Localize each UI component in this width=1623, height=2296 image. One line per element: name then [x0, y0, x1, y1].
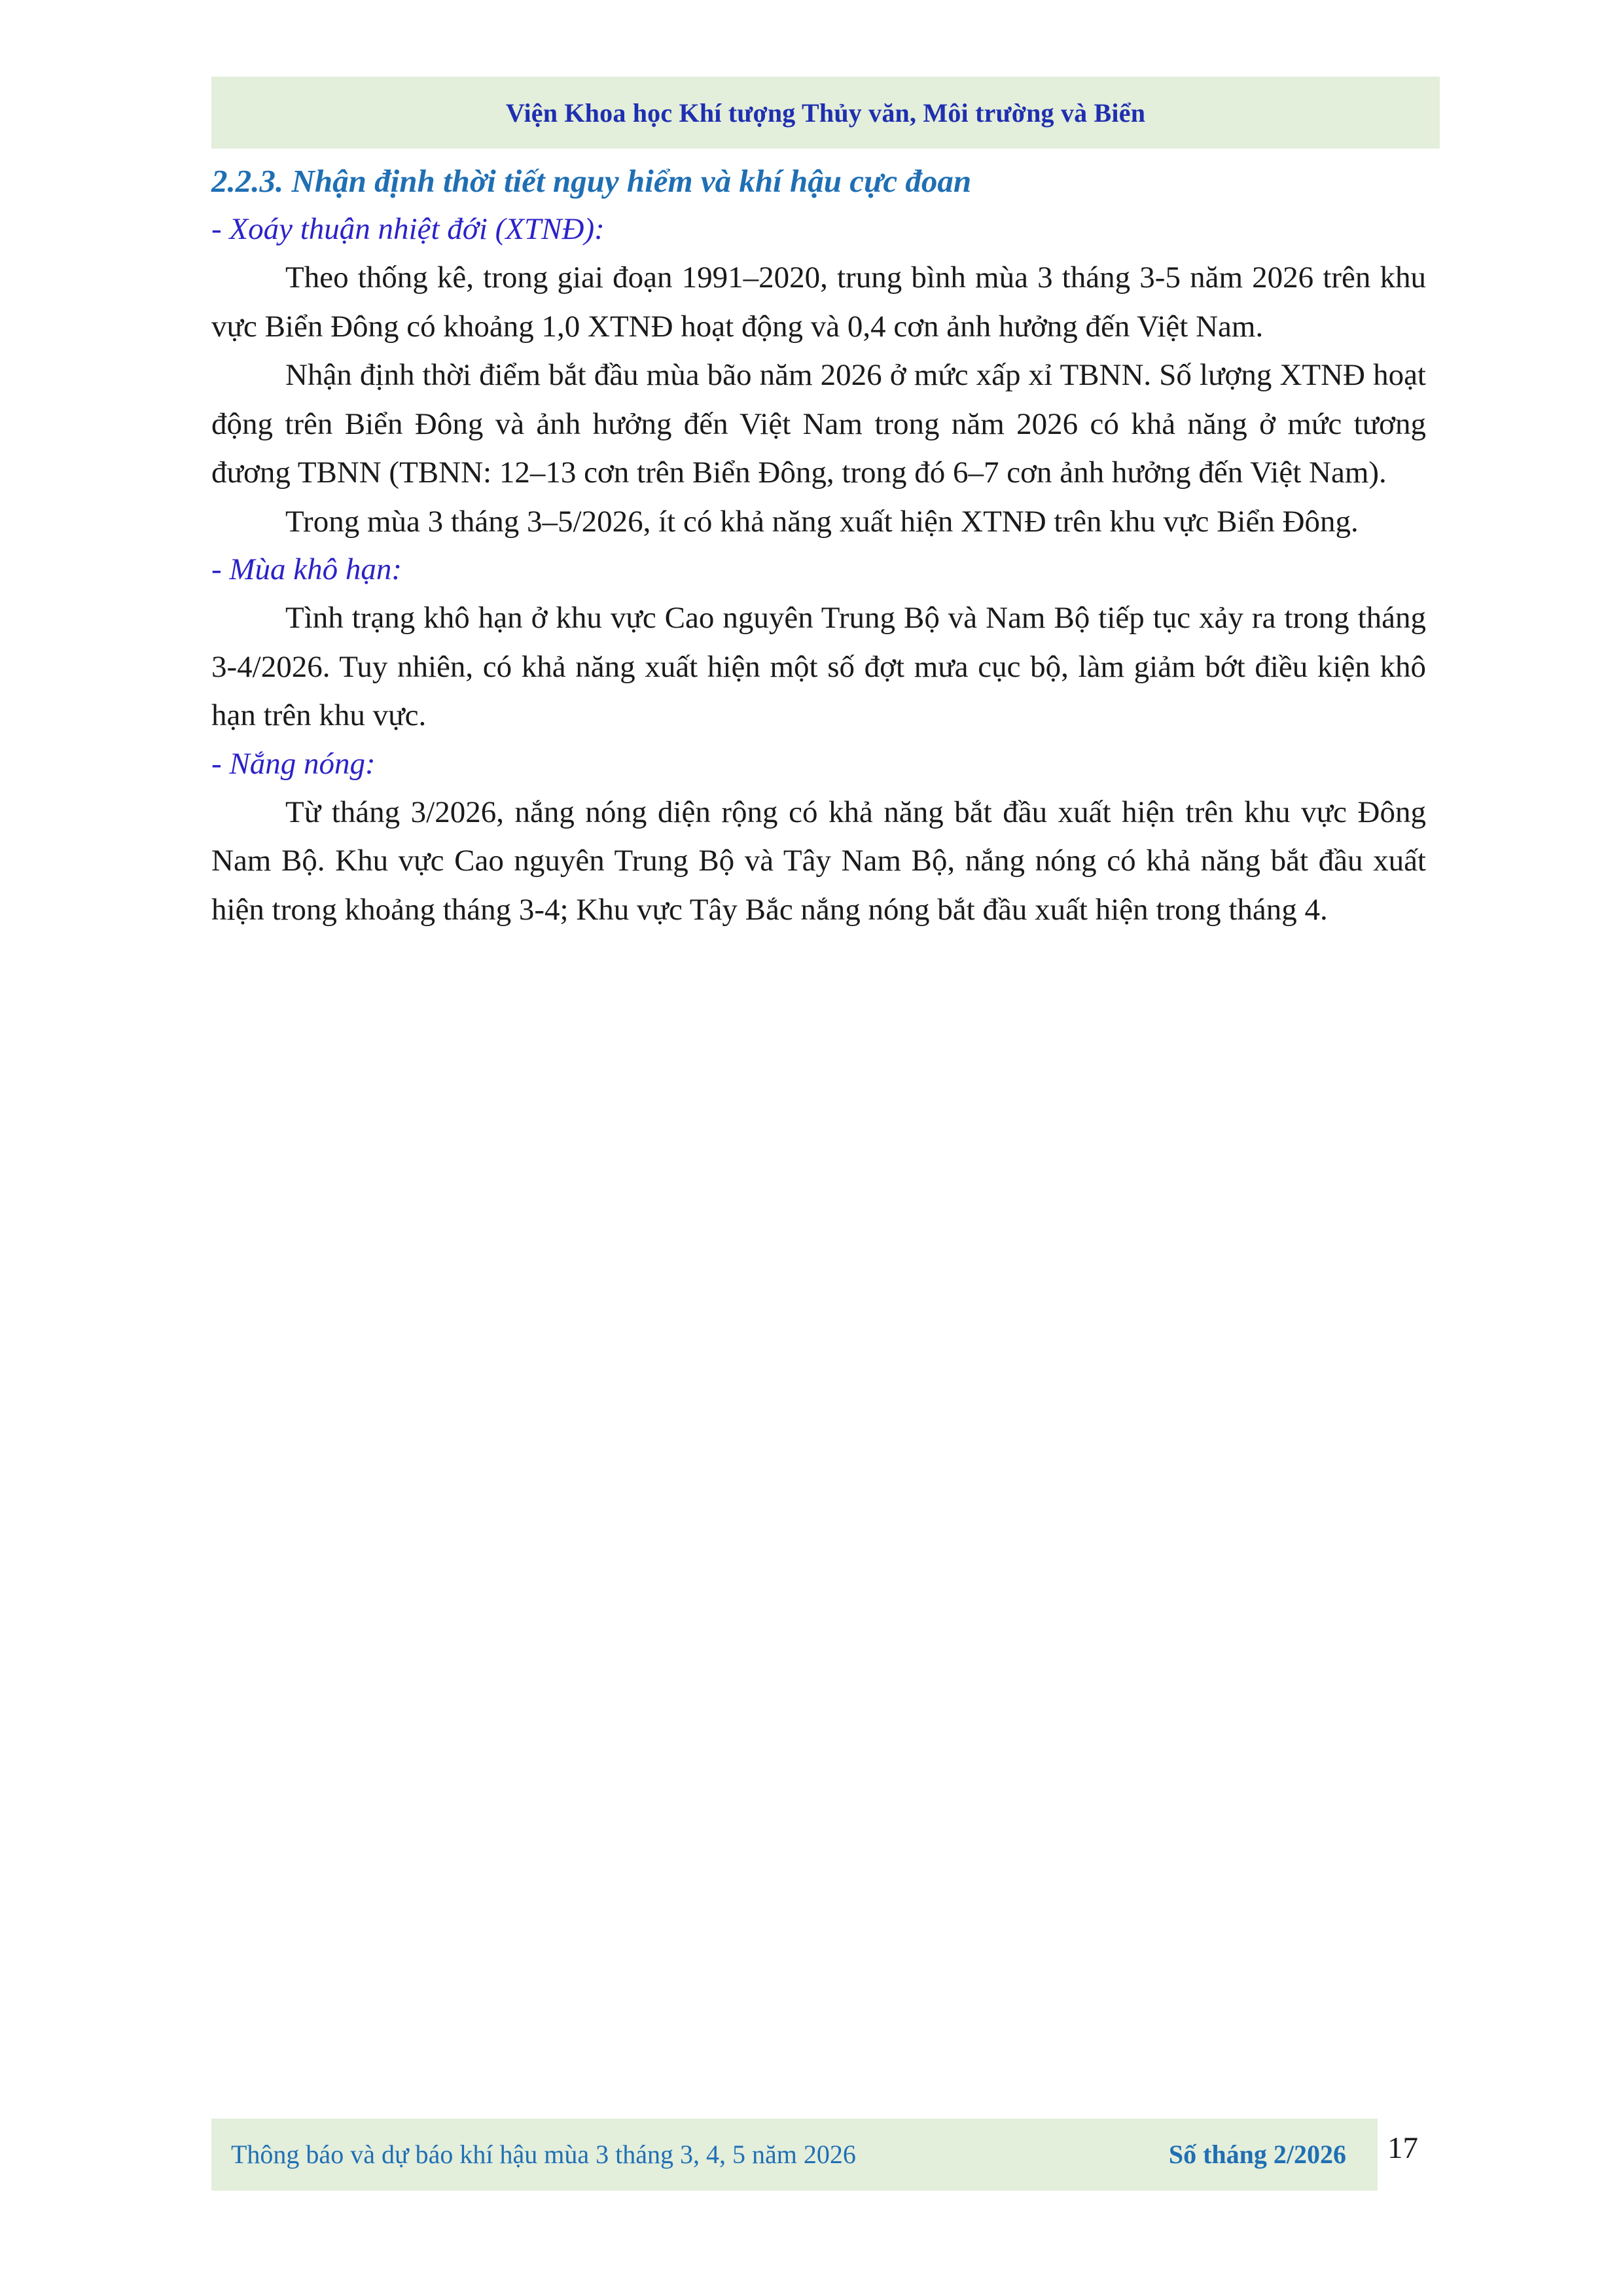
footer-publication-title: Thông báo và dự báo khí hậu mùa 3 tháng 3, 4, 5 năm 2026 — [231, 2140, 856, 2169]
paragraph: Từ tháng 3/2026, nắng nóng diện rộng có khả năng bắt đầu xuất hiện trên khu vực Đông Nam Bộ. Khu vực Cao nguyên Trung Bộ và Tây Nam Bộ, nắng nóng có khả năng bắt đầu xuất hiện trong khoảng tháng 3-4; Khu vực Tây Bắc nắng nóng bắt đầu xuất hiện trong tháng 4. — [211, 795, 1426, 927]
block-heat-wave — [211, 740, 1426, 935]
main-content — [211, 157, 1426, 934]
block-tropical-cyclone — [211, 206, 1426, 546]
paragraph: Trong mùa 3 tháng 3–5/2026, ít có khả năng xuất hiện XTNĐ trên khu vực Biển Đông. — [285, 504, 1359, 539]
footer-issue-number: Số tháng 2/2026 — [1168, 2140, 1346, 2169]
header-title: Viện Khoa học Khí tượng Thủy văn, Môi trường và Biển — [505, 98, 1146, 128]
subhead-dry-season: - Mùa khô hạn: — [211, 552, 402, 586]
section-title: 2.2.3. Nhận định thời tiết nguy hiểm và khí hậu cực đoan — [211, 163, 972, 199]
page-header — [211, 77, 1440, 149]
subhead-tropical-cyclone: - Xoáy thuận nhiệt đới (XTNĐ): — [211, 212, 605, 246]
block-dry-season — [211, 546, 1426, 740]
page-number: 17 — [1387, 2131, 1418, 2165]
page-footer — [211, 2119, 1378, 2191]
paragraph: Nhận định thời điểm bắt đầu mùa bão năm 2026 ở mức xấp xỉ TBNN. Số lượng XTNĐ hoạt động trên Biển Đông và ảnh hưởng đến Việt Nam trong năm 2026 có khả năng ở mức tương đương TBNN (TBNN: 12–13 cơn trên Biển Đông, trong đó 6–7 cơn ảnh hưởng đến Việt Nam). — [211, 358, 1426, 490]
paragraph: Tình trạng khô hạn ở khu vực Cao nguyên Trung Bộ và Nam Bộ tiếp tục xảy ra trong tháng 3-4/2026. Tuy nhiên, có khả năng xuất hiện một số đợt mưa cục bộ, làm giảm bớt điều kiện khô hạn trên khu vực. — [211, 601, 1426, 732]
paragraph: Theo thống kê, trong giai đoạn 1991–2020, trung bình mùa 3 tháng 3-5 năm 2026 trên khu vực Biển Đông có khoảng 1,0 XTNĐ hoạt động và 0,4 cơn ảnh hưởng đến Việt Nam. — [211, 260, 1426, 344]
subhead-heat-wave: - Nắng nóng: — [211, 746, 376, 781]
